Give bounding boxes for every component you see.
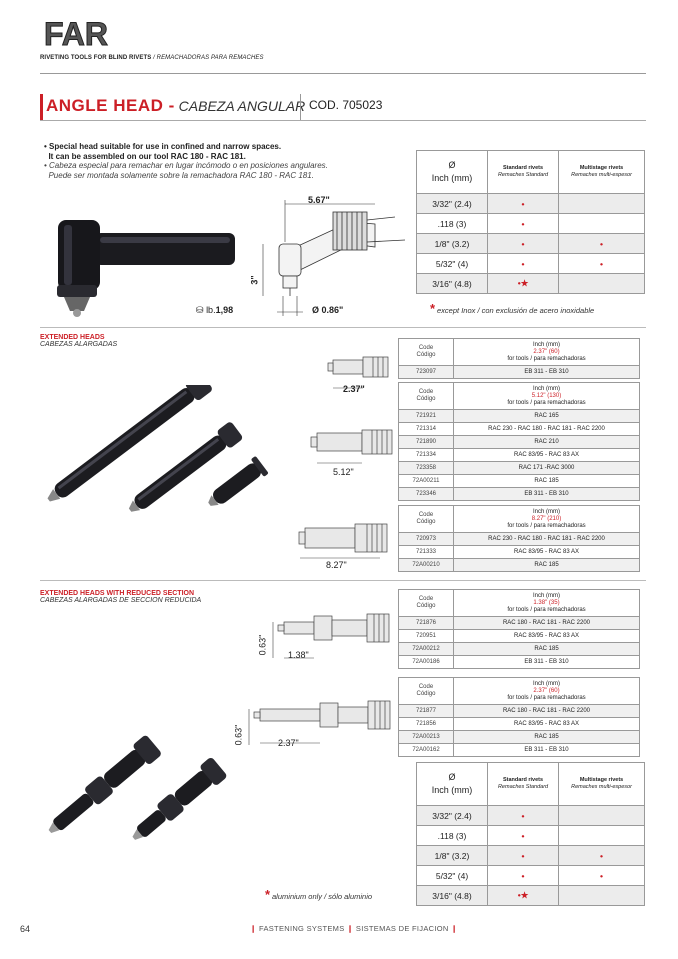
angle-head-drawing bbox=[255, 192, 415, 322]
page-title: ANGLE HEAD - CABEZA ANGULAR bbox=[46, 96, 306, 115]
reduced-dim-h-1: 0.63" bbox=[257, 634, 268, 656]
table-row: 721314 RAC 230 - RAC 180 - RAC 181 - RAC 2200 bbox=[399, 423, 640, 436]
header-underline bbox=[40, 120, 646, 121]
table-row: 723346 EB 311 - EB 310 bbox=[399, 488, 640, 501]
extended-table-2 bbox=[398, 382, 640, 501]
ext-dim-2: 5.12" bbox=[333, 467, 354, 477]
table-row: 1/8" (3.2) • • bbox=[417, 846, 645, 866]
table-row: 720951 RAC 83/95 - RAC 83 AX bbox=[399, 630, 640, 643]
ext-dim-1: 2.37" bbox=[343, 384, 365, 394]
svg-text:FAR: FAR bbox=[44, 16, 108, 51]
table-row: 5/32" (4) • • bbox=[417, 866, 645, 886]
table-row: 1/8" (3.2) • • bbox=[417, 234, 645, 254]
dim-height: 3" bbox=[249, 275, 260, 285]
table-header: Code Código Inch (mm) 2.37" (60) for tools / para remachadoras bbox=[399, 678, 640, 705]
size-header: Ø Inch (mm) bbox=[417, 151, 488, 194]
intro-text: • Special head suitable for use in confined and narrow spaces. It can be assembled on our tool RAC 180 - RAC 181. • Cabeza especial para remachar en lugar incómodo o en posiciones angulares. Puede ser montada solamente sobre la remachadora RAC 180 - RAC 181. bbox=[44, 142, 328, 180]
table-row: 72A00213 RAC 185 bbox=[399, 731, 640, 744]
table-row: 72A00162 EB 311 - EB 310 bbox=[399, 744, 640, 757]
table-row: 721890 RAC 210 bbox=[399, 436, 640, 449]
brand-tagline: RIVETING TOOLS FOR BLIND RIVETS / REMACHADORAS PARA REMACHES bbox=[40, 55, 264, 61]
table-row: 3/32" (2.4) • bbox=[417, 806, 645, 826]
extended-heads-heading: EXTENDED HEADS CABEZAS ALARGADAS bbox=[40, 334, 118, 348]
table-row: 72A00212 RAC 185 bbox=[399, 643, 640, 656]
multistage-header: Multistage rivets Remaches multi-espesor bbox=[559, 151, 645, 194]
table-row: 723358 RAC 171 -RAC 3000 bbox=[399, 462, 640, 475]
reduced-heads-photo bbox=[35, 735, 245, 845]
standard-header: Standard rivets Remaches Standard bbox=[488, 763, 559, 806]
top-divider bbox=[40, 73, 646, 74]
reduced-dim-h-2: 0.63" bbox=[233, 724, 244, 746]
note-inox: * except Inox / con exclusión de acero inoxidable bbox=[430, 301, 595, 316]
rivet-table-header bbox=[417, 151, 645, 194]
table-header: Code Código Inch (mm) 5.12" (130) for tools / para remachadoras bbox=[399, 383, 640, 410]
product-code: COD. 705023 bbox=[300, 94, 382, 120]
reduced-drawing-2 bbox=[246, 695, 396, 750]
asterisk-icon: * bbox=[265, 887, 271, 902]
ext-dim-3: 8.27" bbox=[326, 560, 347, 570]
table-header: Code Código Inch (mm) 2.37" (60) for tools / para remachadoras bbox=[399, 339, 640, 366]
far-logo bbox=[40, 15, 112, 51]
extended-drawing-3 bbox=[295, 520, 395, 560]
header-accent-bar bbox=[40, 94, 43, 120]
table-row: 721877 RAC 180 - RAC 181 - RAC 2200 bbox=[399, 705, 640, 718]
table-row: 3/16" (4.8) •★ bbox=[417, 274, 645, 294]
table-row: 721334 RAC 83/95 - RAC 83 AX bbox=[399, 449, 640, 462]
table-header: Code Código Inch (mm) 8.27" (210) for tools / para remachadoras bbox=[399, 506, 640, 533]
table-row: 720973 RAC 230 - RAC 180 - RAC 181 - RAC 2200 bbox=[399, 533, 640, 546]
table-row: 72A00186 EB 311 - EB 310 bbox=[399, 656, 640, 669]
section-divider bbox=[40, 327, 646, 328]
note-aluminium: * aluminium only / sólo aluminio bbox=[265, 887, 373, 902]
table-row: 721921 RAC 165 bbox=[399, 410, 640, 423]
extended-table-1 bbox=[398, 338, 640, 379]
reduced-heads-heading: EXTENDED HEADS WITH REDUCED SECTION CABEZAS ALARGADAS DE SECCION REDUCIDA bbox=[40, 590, 202, 604]
table-row: 721876 RAC 180 - RAC 181 - RAC 2200 bbox=[399, 617, 640, 630]
table-row: 723097 EB 311 - EB 310 bbox=[399, 366, 640, 379]
extended-heads-photo bbox=[35, 385, 270, 525]
extended-table-3 bbox=[398, 505, 640, 572]
table-row: 721856 RAC 83/95 - RAC 83 AX bbox=[399, 718, 640, 731]
reduced-dim-1: 1.38" bbox=[288, 650, 309, 660]
table-row: 5/32" (4) • • bbox=[417, 254, 645, 274]
weight-label: ⛁ lb.1,98 bbox=[196, 305, 234, 315]
reduced-dim-2: 2.37" bbox=[278, 738, 299, 748]
rivet-table-1 bbox=[416, 150, 645, 294]
size-header: Ø Inch (mm) bbox=[417, 763, 488, 806]
dim-length: 5.67" bbox=[308, 195, 330, 205]
weight-icon: ⛁ bbox=[196, 305, 204, 315]
reduced-table-2 bbox=[398, 677, 640, 757]
page-number: 64 bbox=[20, 924, 31, 934]
table-row: 72A00210 RAC 185 bbox=[399, 559, 640, 572]
multistage-header: Multistage rivets Remaches multi-espesor bbox=[559, 763, 645, 806]
dim-diameter: Ø 0.86" bbox=[312, 305, 344, 315]
asterisk-icon: * bbox=[430, 301, 436, 316]
standard-header: Standard rivets Remaches Standard bbox=[488, 151, 559, 194]
footer-text: ❙ FASTENING SYSTEMS ❙ SISTEMAS DE FIJACION ❙ bbox=[250, 924, 458, 933]
table-row: 3/16" (4.8) •★ bbox=[417, 886, 645, 906]
table-row: 721333 RAC 83/95 - RAC 83 AX bbox=[399, 546, 640, 559]
table-row: 3/32" (2.4) • bbox=[417, 194, 645, 214]
rivet-table-header bbox=[417, 763, 645, 806]
rivet-table-2 bbox=[416, 762, 645, 906]
extended-drawing-2 bbox=[305, 425, 400, 465]
section-divider bbox=[40, 580, 646, 581]
table-row: 72A00211 RAC 185 bbox=[399, 475, 640, 488]
table-header: Code Código Inch (mm) 1.38" (35) for tools / para remachadoras bbox=[399, 590, 640, 617]
table-row: .118 (3) • bbox=[417, 826, 645, 846]
table-row: .118 (3) • bbox=[417, 214, 645, 234]
reduced-table-1 bbox=[398, 589, 640, 669]
